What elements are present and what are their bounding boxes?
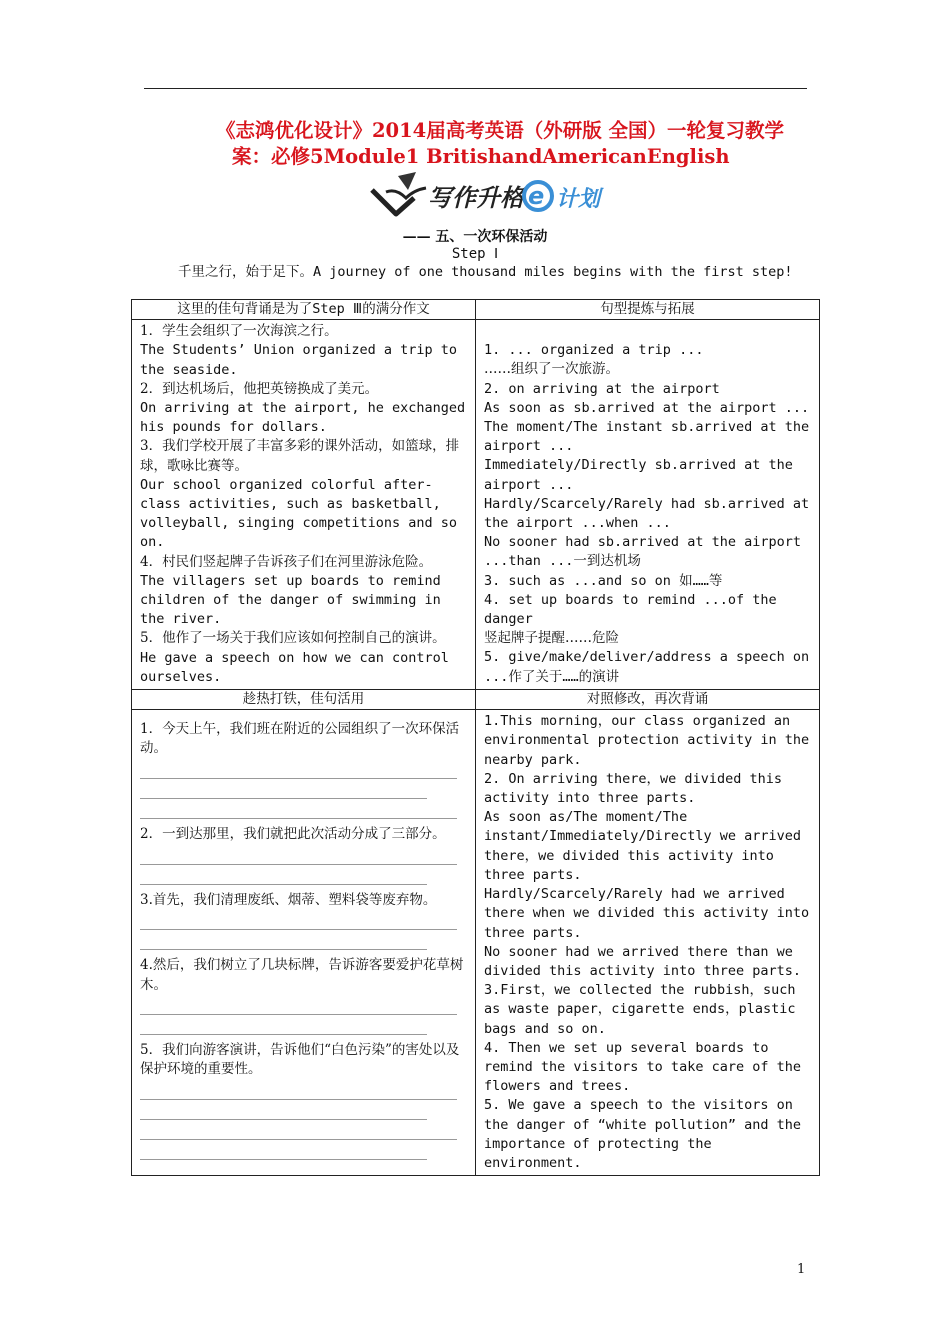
writing-table	[131, 299, 820, 1176]
practice-question-1: 1．今天上午，我们班在附近的公园组织了一次环保活动。	[140, 721, 460, 757]
list-item: As soon as/The moment/The instant/Immediately/Directly we arrived there，we divided this activity into three parts.	[484, 809, 801, 883]
answer-line[interactable]	[140, 1100, 427, 1120]
header-revise: 对照修改，再次背诵	[476, 690, 820, 710]
step-label: Step Ⅰ	[451, 246, 499, 262]
section-subtitle: —— 五、一次环保活动	[402, 229, 548, 245]
revise-cell	[476, 710, 820, 1176]
list-item: No sooner had sb.arrived at the airport ...than ...一到达机场	[484, 534, 801, 570]
answer-line[interactable]	[140, 1080, 457, 1100]
table-row-sentences	[132, 320, 820, 690]
table-header-row-2	[132, 690, 820, 710]
list-item: 2. On arriving there，we divided this activity into three parts.	[484, 770, 782, 807]
list-item: 1. ... organized a trip ...	[484, 342, 704, 359]
practice-question-5: 5．我们向游客演讲，告诉他们“白色污染”的害处以及保护环境的重要性。	[140, 1042, 460, 1078]
recite-sentences-cell	[132, 320, 476, 690]
practice-question-3: 3.首先，我们清理废纸、烟蒂、塑料袋等废弃物。	[140, 891, 437, 908]
list-item: 5. give/make/deliver/address a speech on ...作了关于……的演讲	[484, 649, 810, 685]
answer-line[interactable]	[140, 1120, 457, 1140]
page-title	[150, 118, 820, 170]
list-item: He gave a speech on how we can control ourselves.	[140, 649, 449, 685]
list-item: Immediately/Directly sb.arrived at the airport ...	[484, 457, 793, 493]
list-item: The moment/The instant sb.arrived at the airport ...	[484, 419, 810, 455]
list-item: 4．村民们竖起牌子告诉孩子们在河里游泳危险。	[140, 553, 433, 570]
header-pattern-extension: 句型提炼与拓展	[476, 300, 820, 320]
page-number: 1	[797, 1262, 806, 1277]
svg-text:计划: 计划	[556, 187, 601, 212]
practice-question-4: 4.然后，我们树立了几块标牌，告诉游客要爱护花草树木。	[140, 957, 464, 993]
proverb: 千里之行，始于足下。A journey of one thousand miles begins with the first step!	[178, 264, 793, 280]
answer-line[interactable]	[140, 1015, 427, 1035]
list-item: 5．他作了一场关于我们应该如何控制自己的演讲。	[140, 630, 446, 647]
title-line-2: 案：必修5Module1 BritishandAmericanEnglish	[232, 145, 730, 168]
list-item: 5. We gave a speech to the visitors on the danger of “white pollution” and the importance of protecting the environment.	[484, 1097, 801, 1171]
answer-line[interactable]	[140, 779, 427, 799]
list-item: As soon as sb.arrived at the airport ...	[484, 399, 810, 416]
list-item: 3. such as ...and so on 如……等	[484, 572, 723, 589]
list-item: No sooner had we arrived there than we divided this activity into three parts.	[484, 943, 801, 979]
writing-upgrade-logo	[368, 168, 618, 224]
list-item: Our school organized colorful after-class activities, such as basketball, volleyball, singing competitions and so on.	[140, 476, 457, 551]
answer-line[interactable]	[140, 930, 427, 950]
answer-line[interactable]	[140, 910, 457, 930]
list-item: 1.This morning，our class organized an environmental protection activity in the nearby park.	[484, 713, 810, 768]
answer-line[interactable]	[140, 865, 427, 885]
header-recite-sentences: 这里的佳句背诵是为了Step Ⅲ的满分作文	[132, 300, 476, 320]
practice-cell	[132, 710, 476, 1176]
table-row-practice	[132, 710, 820, 1176]
list-item: 4. Then we set up several boards to remind the visitors to take care of the flowers and trees.	[484, 1039, 801, 1095]
answer-line[interactable]	[140, 759, 457, 779]
list-item: 2．到达机场后，他把英镑换成了美元。	[140, 380, 379, 397]
svg-text:写作升格: 写作升格	[428, 184, 524, 212]
header-practice: 趁热打铁，佳句活用	[132, 690, 476, 710]
list-item: 4. set up boards to remind ...of the danger	[484, 591, 777, 628]
table-header-row-1	[132, 300, 820, 320]
answer-line[interactable]	[140, 799, 457, 819]
list-item: 竖起牌子提醒……危险	[484, 630, 619, 647]
list-item: The villagers set up boards to remind children of the danger of swimming in the river.	[140, 572, 441, 628]
list-item: On arriving at the airport, he exchanged his pounds for dollars.	[140, 400, 466, 436]
list-item: Hardly/Scarcely/Rarely had we arrived there when we divided this activity into three parts.	[484, 886, 810, 941]
list-item: The Students’ Union organized a trip to the seaside.	[140, 342, 457, 378]
answer-line[interactable]	[140, 1140, 427, 1160]
answer-line[interactable]	[140, 995, 457, 1015]
svg-text:e: e	[528, 182, 545, 210]
list-item: 3.First，we collected the rubbish，such as waste paper，cigarette ends，plastic bags and so on.	[484, 982, 796, 1037]
pattern-extension-cell	[476, 320, 820, 690]
title-line-1: 《志鸿优化设计》2014届高考英语（外研版 全国）一轮复习教学	[215, 119, 785, 142]
book-pen-icon	[368, 168, 618, 224]
answer-line[interactable]	[140, 844, 457, 864]
list-item: 2. on arriving at the airport	[484, 380, 720, 397]
list-item: ……组织了一次旅游。	[484, 361, 619, 378]
list-item: 3．我们学校开展了丰富多彩的课外活动，如篮球，排球，歌咏比赛等。	[140, 438, 460, 474]
list-item: Hardly/Scarcely/Rarely had sb.arrived at the airport ...when ...	[484, 495, 810, 532]
top-rule	[144, 88, 807, 89]
practice-question-2: 2．一到达那里，我们就把此次活动分成了三部分。	[140, 826, 446, 843]
list-item: 1．学生会组织了一次海滨之行。	[140, 323, 338, 340]
